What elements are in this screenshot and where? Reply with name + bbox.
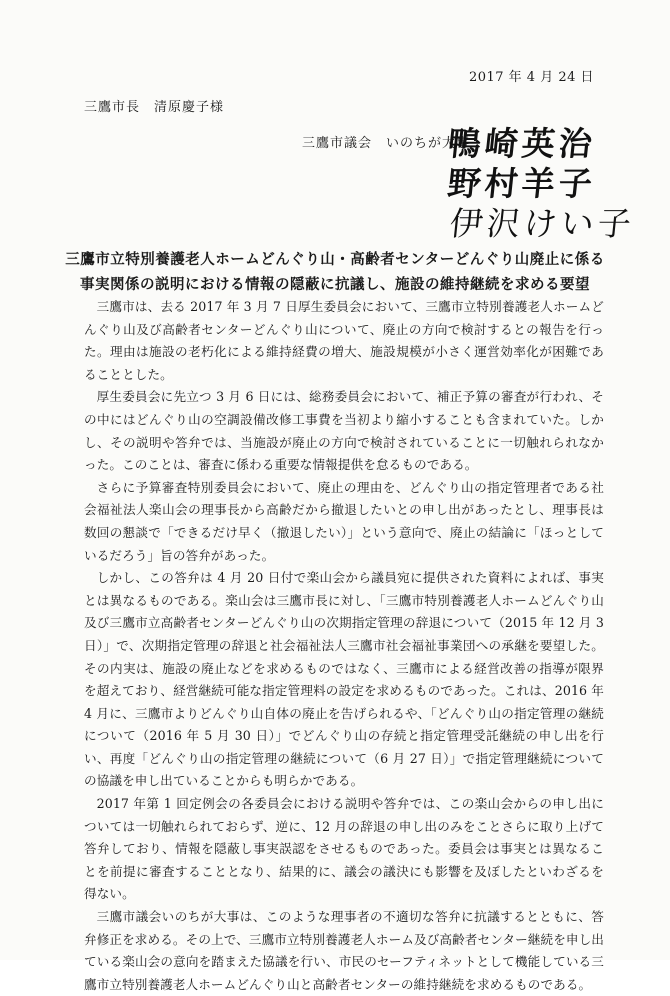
document-title-line-1: 三鷹市立特別養護老人ホームどんぐり山・高齢者センターどんぐり山廃止に係る bbox=[65, 252, 605, 268]
signature-3: 伊沢けい子 bbox=[447, 204, 637, 243]
addressee: 三鷹市長 清原慶子様 bbox=[84, 100, 225, 115]
signature-1: 鴨崎英治 bbox=[445, 124, 598, 163]
body-paragraph-4: しかし、この答弁は 4 月 20 日付で楽山会から議員宛に提供された資料によれば、事実とは異なるものである。楽山会は三鷹市長に対し、「三鷹市特別養護老人ホームどんぐり山及び三鷹市立高齢者センターどんぐり山の次期指定管理の辞退について（2015 年 12 月 3 日）」で、次期指定管理の辞退と社会福祉法人三鷹市社会福祉事業団への承継を要望した。その内実は、施設の廃止などを求めるものではなく、三鷹市による経営改善の指導が限界を超えており、経営継続可能な指定管理料の設定を求めるものであった。これは、2016 年 4 月に、三鷹市よりどんぐり山自体の廃止を告げられるや、「どんぐり山の指定管理の継続について（2016 年 5 月 30 日）」でどんぐり山の存続と指定管理受託継続の申し出を行い、再度「どんぐり山の指定管理の継続について（6 月 27 日）」で指定管理継続についての協議を申し出ていることからも明らかである。 bbox=[84, 570, 604, 789]
body-paragraph-2: 厚生委員会に先立つ 3 月 6 日には、総務委員会において、補正予算の審査が行われ、その中にはどんぐり山の空調設備改修工事費を当初より縮小することも含まれていた。しかし、その説明や答弁では、当施設が廃止の方向で検討されていることに一切触れられなかった。このことは、審査に係わる重要な情報提供を怠るものである。 bbox=[84, 389, 604, 473]
letter-date: 2017 年 4 月 24 日 bbox=[468, 70, 594, 85]
body-paragraph-3: さらに予算審査特別委員会において、廃止の理由を、どんぐり山の指定管理者である社会福祉法人楽山会の理事長から高齢だから撤退したいとの申し出があったとし、理事長は数回の懇談で「できるだけ早く（撤退したい）」という意向で、廃止の結論に「ほっとしているだろう」旨の答弁があった。 bbox=[84, 479, 604, 563]
body-paragraph-5: 2017 年第 1 回定例会の各委員会における説明や答弁では、この楽山会からの申し出については一切触れられておらず、逆に、12 月の辞退の申し出のみをことさらに取り上げて答弁しており、情報を隠蔽し事実誤認をさせるものであった。委員会は事実とは異なることを前提に審査することとなり、結果的に、議会の議決にも影響を及ぼしたといわざるを得ない。 bbox=[84, 796, 604, 902]
body-paragraph-6: 三鷹市議会いのちが大事は、このような理事者の不適切な答弁に抗議するとともに、答弁修正を求める。その上で、三鷹市立特別養護老人ホーム及び高齢者センター継続を申し出ている楽山会の意向を踏まえた協議を行い、市民のセーフティネットとして機能している三鷹市立特別養護老人ホームどんぐり山と高齢者センターの維持継続を求めるものである。 bbox=[84, 909, 604, 992]
document-title-line-2: 事実関係の説明における情報の隠蔽に抗議し、施設の維持継続を求める要望 bbox=[80, 277, 590, 293]
signature-2: 野村羊子 bbox=[445, 164, 598, 203]
sender-organization: 三鷹市議会 いのちが大事 bbox=[302, 136, 471, 151]
body-paragraph-1: 三鷹市は、去る 2017 年 3 月 7 日厚生委員会において、三鷹市立特別養護老人ホームどんぐり山及び高齢者センターどんぐり山について、廃止の方向で検討するとの報告を行った。理由は施設の老朽化による維持経費の増大、施設規模が小さく運営効率化が困難であることとした。 bbox=[84, 299, 604, 382]
letter-body bbox=[84, 296, 604, 996]
